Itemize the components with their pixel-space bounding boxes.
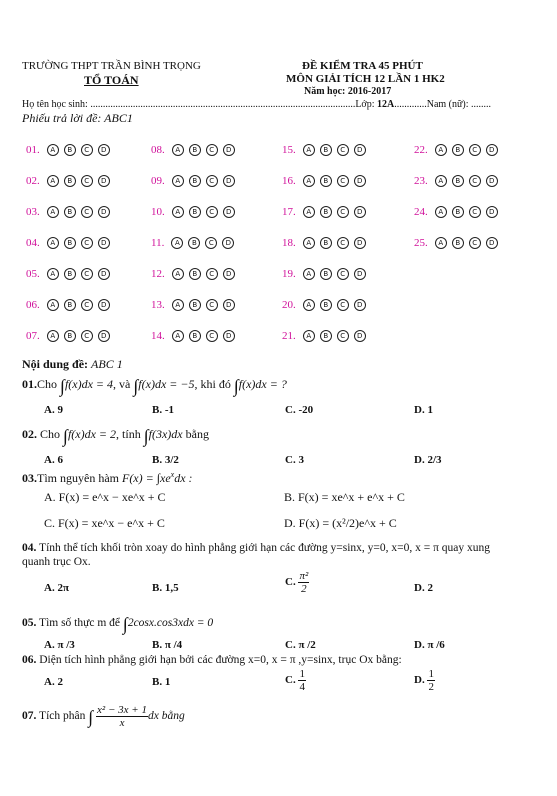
choice-bubble[interactable]: C [205,237,217,249]
integral-sign: ∫ [133,376,139,396]
option-a: A. 2 [44,676,63,688]
question-number: 05. [22,617,37,629]
choice-bubble[interactable]: D [354,299,366,311]
option-d: D. F(x) = (x²/2)e^x + C [284,516,397,530]
answer-row [414,237,498,249]
numerator: 1 [428,668,434,680]
option-b: B. 3/2 [152,454,179,466]
choice-bubble[interactable]: B [320,330,332,342]
student-name-line: Họ tên học sinh: ..........................................................................................................Lớp: [22,99,377,110]
choice-bubble[interactable]: D [98,330,110,342]
answer-number: 22. [414,144,428,156]
answer-number: 04. [26,237,40,249]
choice-bubble[interactable]: A [303,237,315,249]
choice-bubble[interactable]: D [354,330,366,342]
option-b: B. 1,5 [152,582,179,594]
choice-bubble[interactable]: A [303,144,315,156]
question-number: 06. [22,654,37,666]
choice-bubble[interactable]: D [354,206,366,218]
question-text: Tìm nguyên hàm [37,471,122,485]
choice-bubble[interactable]: D [486,175,498,187]
option-a: A. 2π [44,582,69,594]
answer-row [414,175,498,187]
integral-expr-1: f(x)dx = 4 [64,377,114,391]
antiderivative-expr-end: dx : [174,471,193,485]
choice-bubble[interactable]: C [337,237,349,249]
exam-subject: MÔN GIẢI TÍCH 12 LẦN 1 HK2 [286,73,445,85]
answer-row [26,268,110,280]
choice-bubble[interactable]: C [81,175,93,187]
option-d: D. 1 [414,404,433,416]
question-number: 02. [22,427,37,441]
question-4 [22,542,490,554]
option-c: C. -20 [285,404,314,416]
answer-number: 25. [414,237,428,249]
choice-bubble[interactable]: B [189,330,201,342]
choice-bubble[interactable]: B [320,237,332,249]
answer-row [151,237,234,249]
choice-bubble[interactable]: A [303,175,315,187]
choice-bubble[interactable]: D [98,299,110,311]
choice-bubble[interactable]: C [469,144,481,156]
choice-bubble[interactable]: B [452,237,464,249]
question-4-line2: quanh trục Ox. [22,556,91,568]
question-text: , tính [116,427,144,441]
question-7 [22,704,185,729]
option-d: D. π /6 [414,639,445,651]
choice-bubble[interactable]: B [64,268,76,280]
choice-bubble[interactable]: A [303,330,315,342]
choice-bubble[interactable]: D [223,206,235,218]
integral-sign: ∫ [233,376,239,396]
answer-row [414,144,498,156]
question-text: Tìm số thực m để [36,617,123,629]
choice-bubble[interactable]: C [469,175,481,187]
class-value: 12A [377,99,395,110]
answer-number: 20. [282,299,296,311]
answer-number: 19. [282,268,296,280]
option-c: C. π /2 [285,639,316,651]
choice-bubble[interactable]: A [303,268,315,280]
choice-bubble[interactable]: C [206,330,218,342]
answer-row [26,330,110,342]
option-b: B. F(x) = xe^x + e^x + C [284,490,405,504]
option-c: C. 3 [285,454,304,466]
question-1 [22,376,287,397]
option-a: A. 9 [44,404,63,416]
answer-row [151,206,235,218]
choice-bubble[interactable]: A [435,144,447,156]
choice-bubble[interactable]: B [452,206,464,218]
answer-number: 21. [282,330,296,342]
answer-number: 11. [151,237,165,249]
answer-row [151,144,235,156]
gender-line: .............Nam (nữ): ........ [394,99,492,110]
choice-bubble[interactable]: B [189,144,201,156]
question-number: 03. [22,471,37,485]
content-label-bold: Nội dung đề: [22,357,92,371]
choice-bubble[interactable]: C [81,206,93,218]
choice-bubble[interactable]: D [223,268,235,280]
question-text: bằng [182,427,209,441]
choice-bubble[interactable]: D [223,330,235,342]
answer-number: 13. [151,299,165,311]
choice-bubble[interactable]: B [189,299,201,311]
answer-row [151,330,235,342]
choice-bubble[interactable]: A [47,206,59,218]
choice-bubble[interactable]: D [98,175,110,187]
choice-bubble[interactable]: D [98,144,110,156]
choice-bubble[interactable]: C [81,330,93,342]
choice-bubble[interactable]: B [320,206,332,218]
answer-sheet-label: Phiếu trả lời đề: ABC1 [22,111,133,125]
integral-sign: ∫ [88,707,94,728]
choice-bubble[interactable]: C [206,268,218,280]
numerator: 1 [299,668,305,680]
choice-bubble[interactable]: B [64,299,76,311]
choice-bubble[interactable]: B [189,206,201,218]
choice-bubble[interactable]: C [337,268,349,280]
choice-bubble[interactable]: B [188,237,200,249]
choice-bubble[interactable]: D [98,206,110,218]
choice-bubble[interactable]: D [354,237,366,249]
question-3 [22,470,193,486]
choice-bubble[interactable]: A [47,299,59,311]
answer-row [282,206,366,218]
answer-row [282,144,366,156]
choice-bubble[interactable]: A [172,206,184,218]
choice-bubble[interactable]: A [172,268,184,280]
question-number: 07. [22,710,37,723]
choice-bubble[interactable]: D [98,268,110,280]
choice-bubble[interactable]: B [64,144,76,156]
choice-bubble[interactable]: D [222,237,234,249]
choice-bubble[interactable]: D [486,237,498,249]
answer-number: 02. [26,175,40,187]
choice-bubble[interactable]: C [206,175,218,187]
question-6 [22,654,402,666]
option-c [285,668,306,693]
choice-bubble[interactable]: C [81,144,93,156]
choice-bubble[interactable]: B [64,237,76,249]
question-text: Cho [37,377,61,391]
choice-bubble[interactable]: D [223,175,235,187]
integral-sign: ∫ [60,376,65,396]
choice-bubble[interactable]: B [64,175,76,187]
integral-expr-3: f(x)dx = ? [238,377,287,391]
answer-number: 12. [151,268,165,280]
fraction [298,570,309,595]
choice-bubble[interactable]: A [47,330,59,342]
choice-bubble[interactable]: D [223,299,235,311]
choice-bubble[interactable]: D [486,144,498,156]
exam-title: ĐỀ KIỂM TRA 45 PHÚT [302,60,423,72]
option-c [285,570,309,595]
student-info-line [22,99,491,110]
answer-row [414,206,498,218]
choice-bubble[interactable]: A [172,330,184,342]
question-text: dx bằng [147,710,185,723]
question-text: , khi đó [194,377,234,391]
choice-bubble[interactable]: B [64,206,76,218]
integral-expr-1: f(x)dx = 2 [67,427,117,441]
integral-sign: ∫ [122,614,128,634]
question-text: Diện tích hình phẳng giới hạn bởi các đường x=0, x = π ,y=sinx, trục Ox bằng: [36,654,402,666]
choice-bubble[interactable]: A [47,237,59,249]
option-a: A. π /3 [44,639,75,651]
fraction [298,668,306,693]
answer-row [282,175,366,187]
choice-bubble[interactable]: A [47,268,59,280]
choice-bubble[interactable]: B [320,299,332,311]
choice-bubble[interactable]: A [47,175,59,187]
option-label: C. [285,576,296,589]
question-number: 04. [22,542,37,554]
choice-bubble[interactable]: C [206,206,218,218]
answer-number: 16. [282,175,296,187]
choice-bubble[interactable]: B [452,144,464,156]
choice-bubble[interactable]: B [452,175,464,187]
question-text: , và [113,377,134,391]
choice-bubble[interactable]: A [435,237,447,249]
answer-number: 01. [26,144,40,156]
fraction [96,704,148,729]
choice-bubble[interactable]: C [337,175,349,187]
choice-bubble[interactable]: C [206,144,218,156]
answer-row [151,268,235,280]
denominator: x [119,717,125,729]
fraction [427,668,435,693]
answer-number: 03. [26,206,40,218]
option-d: D. 2 [414,582,433,594]
denominator: 2 [301,583,307,595]
answer-row [151,175,235,187]
answer-row [26,144,110,156]
choice-bubble[interactable]: C [81,268,93,280]
choice-bubble[interactable]: B [320,268,332,280]
answer-number: 07. [26,330,40,342]
choice-bubble[interactable]: C [81,299,93,311]
integral-sign: ∫ [63,426,68,446]
choice-bubble[interactable]: A [172,299,184,311]
school-year: Năm học: 2016-2017 [304,86,392,97]
choice-bubble[interactable]: A [303,206,315,218]
option-label: D. [414,674,425,687]
choice-bubble[interactable]: B [64,330,76,342]
integral-expr: 2cosx.cos3xdx = 0 [127,617,214,629]
integral-sign: ∫ [143,426,149,446]
answer-row [282,299,366,311]
choice-bubble[interactable]: C [81,237,93,249]
numerator: π² [299,570,309,582]
question-text: Tính thể tích khối tròn xoay do hình phẳng giới hạn các đường y=sinx, y=0, x=0, x = π quay xung [36,542,491,554]
answer-number: 24. [414,206,428,218]
answer-number: 08. [151,144,165,156]
antiderivative-expr: F(x) = ∫xe [121,471,171,485]
answer-row [26,299,110,311]
answer-row [151,299,235,311]
choice-bubble[interactable]: B [189,268,201,280]
choice-bubble[interactable]: C [337,144,349,156]
integral-expr-2: f(3x)dx [148,427,183,441]
option-a: A. F(x) = e^x − xe^x + C [44,490,166,504]
answer-number: 15. [282,144,296,156]
answer-number: 18. [282,237,296,249]
choice-bubble[interactable]: D [98,237,110,249]
question-5 [22,614,213,635]
choice-bubble[interactable]: C [337,299,349,311]
choice-bubble[interactable]: A [171,237,183,249]
numerator: x² − 3x + 1 [97,704,147,716]
choice-bubble[interactable]: B [320,175,332,187]
group-name: TỔ TOÁN [84,73,139,87]
answer-row [282,237,366,249]
option-a: A. 6 [44,454,63,466]
choice-bubble[interactable]: B [320,144,332,156]
question-text: Tích phân [36,710,89,723]
choice-bubble[interactable]: A [303,299,315,311]
answer-number: 10. [151,206,165,218]
answer-row [26,237,110,249]
choice-bubble[interactable]: C [206,299,218,311]
content-label-code: ABC 1 [91,357,123,371]
answer-row [26,206,110,218]
choice-bubble[interactable]: B [189,175,201,187]
denominator: 4 [299,681,305,693]
option-label: C. [285,674,296,687]
answer-number: 14. [151,330,165,342]
answer-number: 17. [282,206,296,218]
option-b: B. π /4 [152,639,183,651]
choice-bubble[interactable]: D [486,206,498,218]
answer-number: 05. [26,268,40,280]
choice-bubble[interactable]: D [354,144,366,156]
question-2 [22,426,209,447]
option-d: D. 2/3 [414,454,442,466]
option-d [414,668,435,693]
choice-bubble[interactable]: A [172,144,184,156]
option-c: C. F(x) = xe^x − e^x + C [44,516,165,530]
question-text: Cho [37,427,64,441]
choice-bubble[interactable]: C [337,206,349,218]
content-label [22,357,123,372]
question-number: 01. [22,377,37,391]
choice-bubble[interactable]: C [469,206,481,218]
denominator: 2 [428,681,434,693]
school-name: TRƯỜNG THPT TRẦN BÌNH TRỌNG [22,60,201,72]
answer-row [26,175,110,187]
choice-bubble[interactable]: D [223,144,235,156]
answer-number: 06. [26,299,40,311]
choice-bubble[interactable]: A [435,206,447,218]
choice-bubble[interactable]: A [172,175,184,187]
choice-bubble[interactable]: D [354,268,366,280]
answer-row [282,330,366,342]
choice-bubble[interactable]: A [47,144,59,156]
option-b: B. -1 [152,404,174,416]
answer-number: 09. [151,175,165,187]
exponent: x [170,470,175,479]
choice-bubble[interactable]: D [354,175,366,187]
answer-row [282,268,366,280]
choice-bubble[interactable]: C [337,330,349,342]
option-b: B. 1 [152,676,171,688]
answer-number: 23. [414,175,428,187]
choice-bubble[interactable]: C [469,237,481,249]
integral-expr-2: f(x)dx = −5 [138,377,195,391]
choice-bubble[interactable]: A [435,175,447,187]
